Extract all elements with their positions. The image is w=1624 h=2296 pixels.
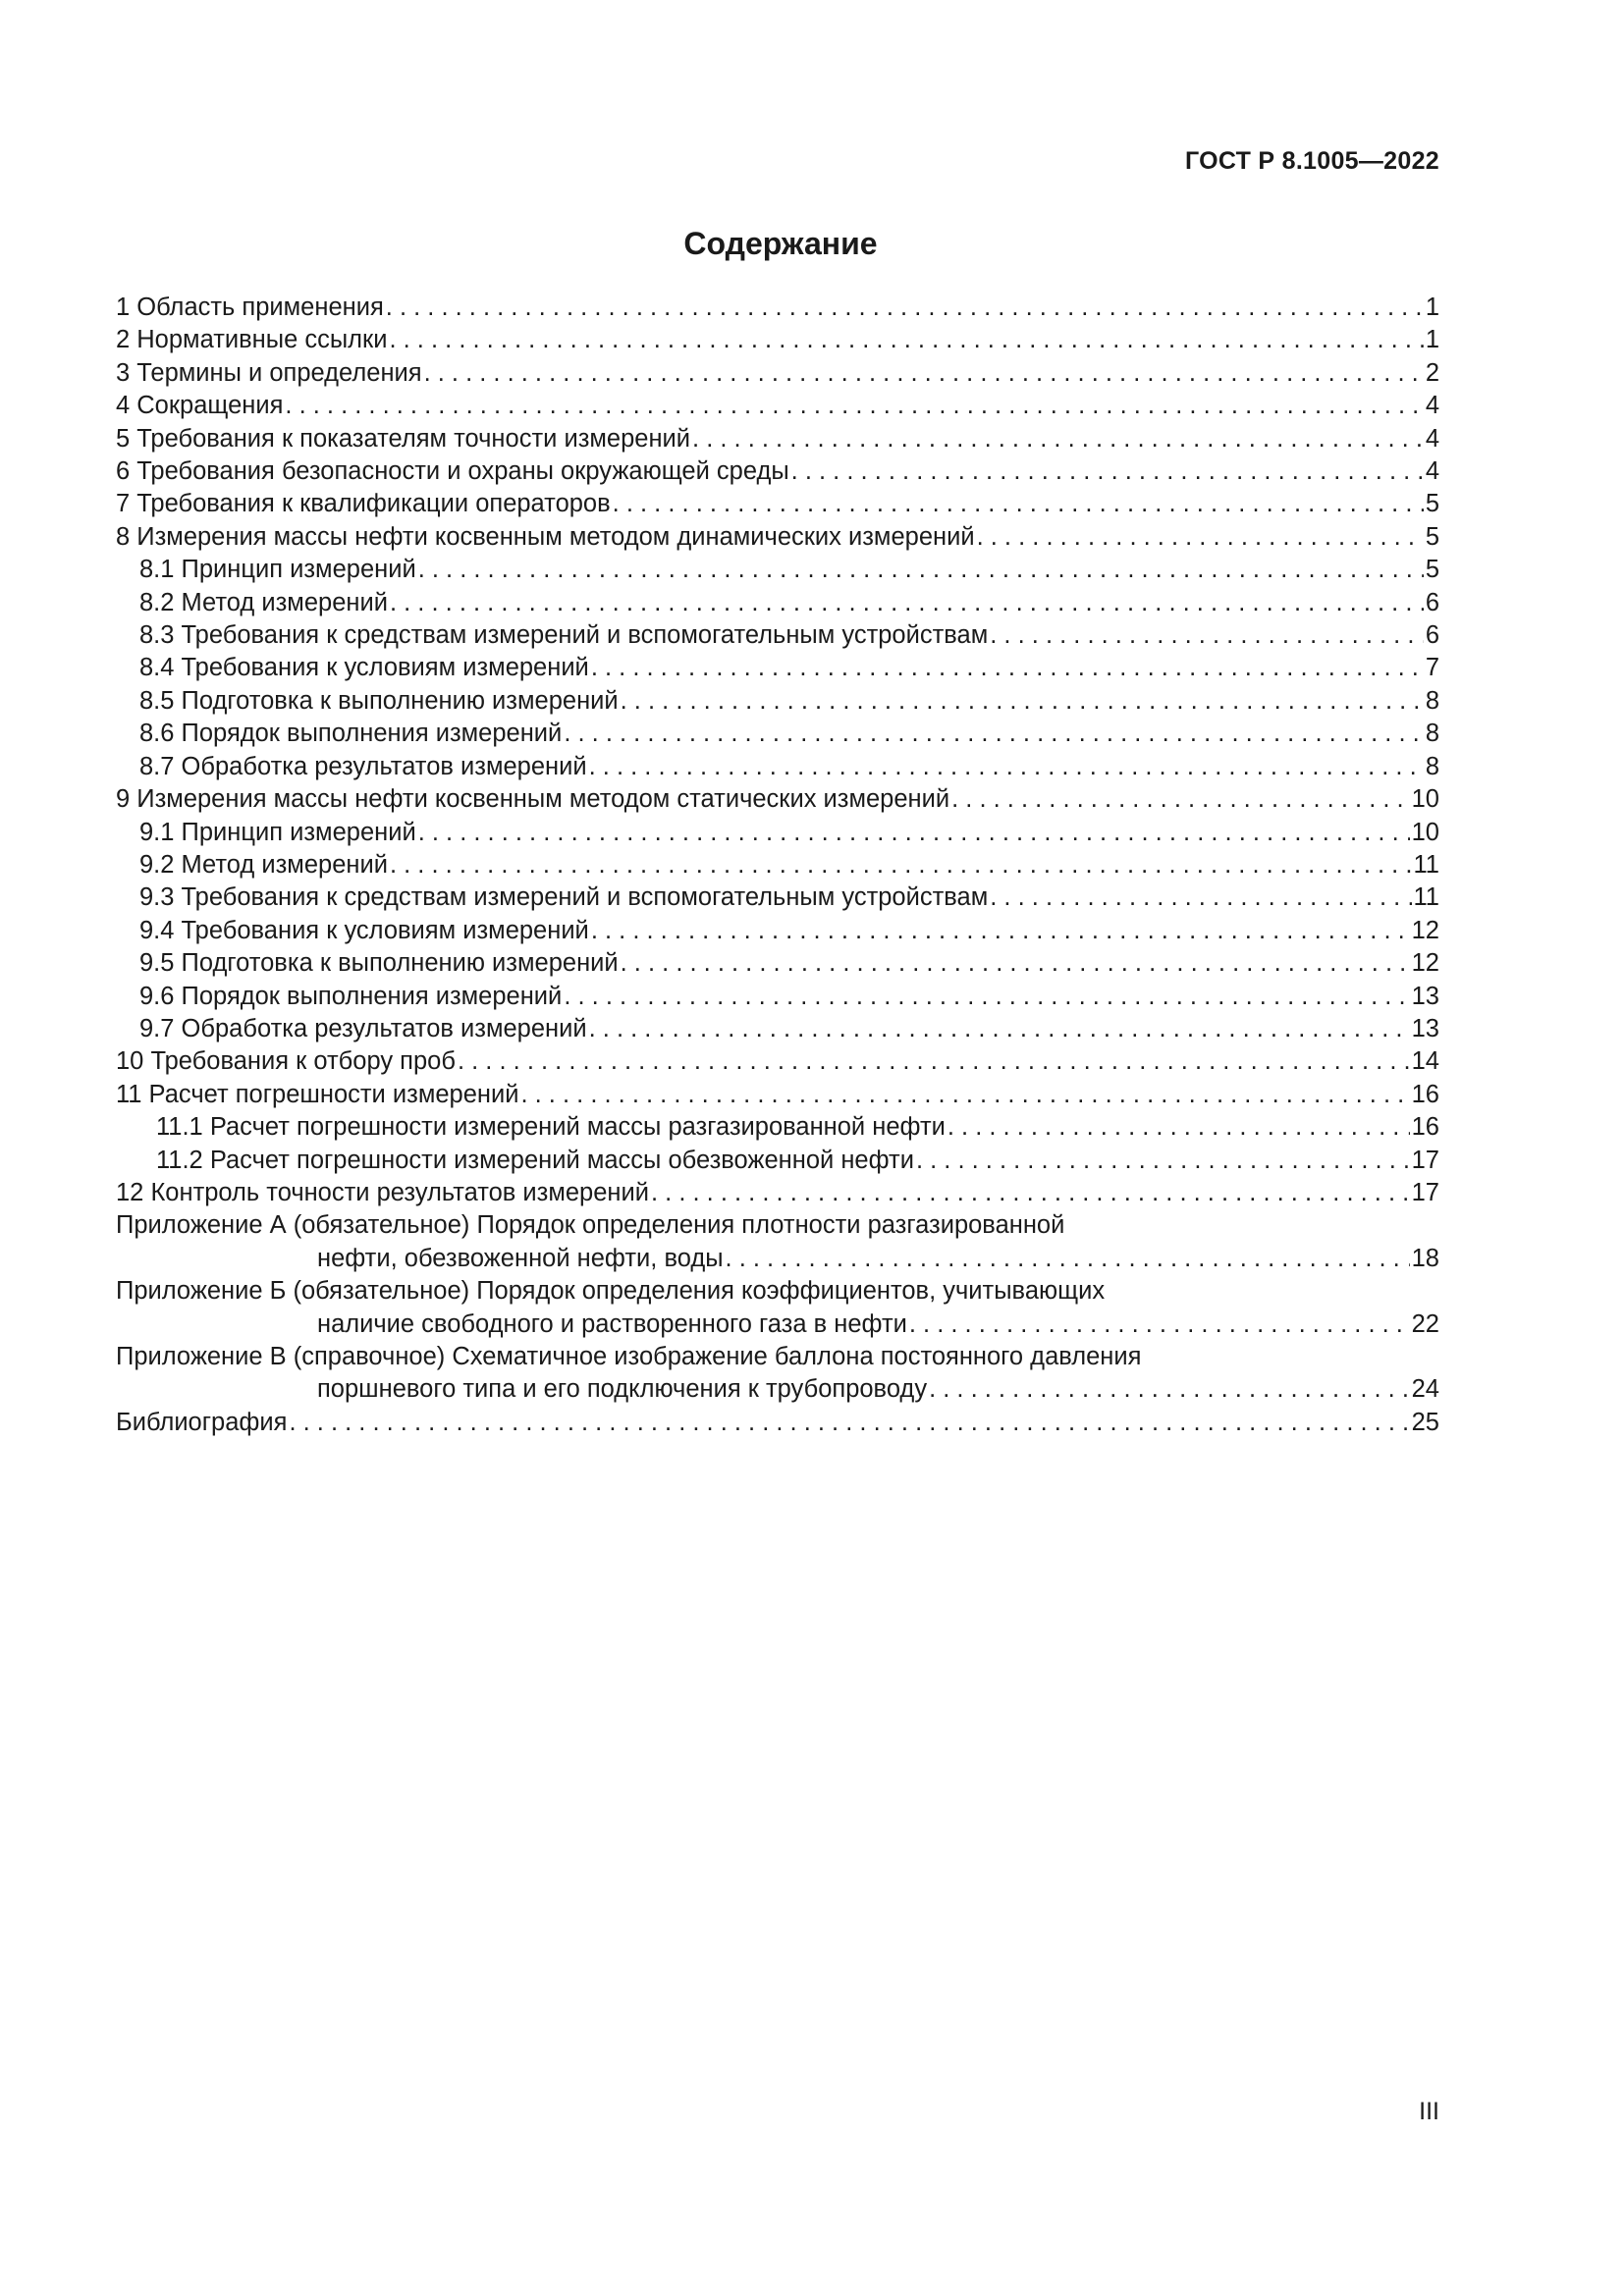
toc-page-number: 12 — [1411, 949, 1439, 978]
dot-leader — [726, 1243, 1410, 1275]
toc-line — [116, 718, 1439, 750]
toc-page-number: 11 — [1413, 850, 1439, 879]
toc-page-number: 11 — [1413, 883, 1439, 912]
toc-line — [116, 1013, 1439, 1045]
toc-page-number: 17 — [1411, 1178, 1439, 1206]
toc-entry-title: 9.2 Метод измерений — [139, 850, 388, 879]
toc-line — [116, 1045, 1439, 1078]
toc-entry[interactable] — [116, 849, 1439, 881]
toc-entry[interactable] — [116, 652, 1439, 684]
dot-leader — [589, 1013, 1410, 1045]
toc-page-number: 7 — [1425, 654, 1439, 682]
toc-entry-title: 11.2 Расчет погрешности измерений массы обезвоженной нефти — [156, 1146, 914, 1174]
toc-line — [116, 554, 1439, 586]
toc-line — [116, 1341, 1439, 1373]
toc-line-continuation — [116, 1243, 1439, 1275]
dot-leader — [916, 1145, 1410, 1177]
toc-line — [116, 619, 1439, 652]
toc-entry-title: 10 Требования к отбору проб — [116, 1047, 456, 1076]
toc-line — [116, 881, 1439, 914]
toc-entry-title: 8.4 Требования к условиям измерений — [139, 654, 589, 682]
toc-line — [116, 981, 1439, 1013]
toc-entry-title: 4 Сокращения — [116, 392, 284, 420]
toc-page-number: 8 — [1425, 720, 1439, 748]
dot-leader — [613, 488, 1424, 520]
toc-page-number: 25 — [1411, 1408, 1439, 1436]
toc-entry-title: 8.5 Подготовка к выполнению измерений — [139, 686, 619, 715]
toc-page-number: 10 — [1411, 818, 1439, 846]
toc-page-number: 6 — [1425, 621, 1439, 650]
toc-entry[interactable] — [116, 1145, 1439, 1177]
toc-line — [116, 488, 1439, 520]
toc-line — [116, 390, 1439, 422]
toc-page-number: 1 — [1425, 294, 1439, 321]
toc-entry[interactable] — [116, 1045, 1439, 1078]
toc-entry-title: 3 Термины и определения — [116, 358, 422, 387]
dot-leader — [289, 1407, 1409, 1439]
toc-entry-title: Приложение Б (обязательное) Порядок определения коэффициентов, учитывающих — [116, 1277, 1106, 1306]
toc-page-number: 5 — [1425, 522, 1439, 551]
dot-leader — [951, 783, 1410, 816]
toc-entry-title: 8.6 Порядок выполнения измерений — [139, 720, 563, 748]
toc-entry-title: 9.7 Обработка результатов измерений — [139, 1014, 587, 1042]
toc-page-number: 5 — [1425, 556, 1439, 584]
dot-leader — [929, 1373, 1410, 1406]
toc-line — [116, 1407, 1439, 1439]
toc-page-number: 13 — [1411, 1014, 1439, 1042]
toc-page-number: 5 — [1425, 490, 1439, 518]
page-number: III — [1419, 2098, 1439, 2125]
toc-line — [116, 783, 1439, 816]
document-code: ГОСТ Р 8.1005—2022 — [1184, 147, 1439, 175]
dot-leader — [591, 915, 1410, 947]
toc-entry[interactable] — [116, 881, 1439, 914]
toc-line — [116, 587, 1439, 619]
dot-leader — [621, 947, 1410, 980]
dot-leader — [424, 357, 1424, 390]
toc-line — [116, 455, 1439, 488]
toc-entry-title: Приложение А (обязательное) Порядок определения плотности разгазированной — [116, 1211, 1065, 1240]
toc-line — [116, 1079, 1439, 1111]
toc-entry[interactable] — [116, 751, 1439, 783]
toc-page-number: 12 — [1411, 916, 1439, 944]
toc-entry-title: 8.1 Принцип измерений — [139, 556, 416, 584]
dot-leader — [990, 881, 1411, 914]
toc-entry-title: 2 Нормативные ссылки — [116, 326, 388, 354]
toc-entry[interactable] — [116, 619, 1439, 652]
toc-entry[interactable] — [116, 1275, 1439, 1341]
dot-leader — [591, 652, 1424, 684]
toc-page-number: 4 — [1425, 424, 1439, 453]
toc-entry-title: 9.1 Принцип измерений — [139, 818, 416, 846]
toc-entry-title: 8 Измерения массы нефти косвенным методом динамических измерений — [116, 522, 975, 551]
toc-entry-title: 5 Требования к показателям точности измерений — [116, 424, 691, 453]
toc-entry[interactable] — [116, 1079, 1439, 1111]
toc-line — [116, 751, 1439, 783]
toc-line — [116, 423, 1439, 455]
dot-leader — [386, 292, 1424, 324]
toc-line — [116, 947, 1439, 980]
toc-entry[interactable] — [116, 1177, 1439, 1209]
toc-entry[interactable] — [116, 1111, 1439, 1144]
toc-page-number: 6 — [1425, 588, 1439, 616]
toc-line — [116, 1275, 1439, 1308]
toc-entry[interactable] — [116, 783, 1439, 816]
toc-page-number: 24 — [1411, 1375, 1439, 1404]
toc-page-number: 2 — [1425, 358, 1439, 387]
dot-leader — [390, 587, 1424, 619]
toc-line — [116, 1209, 1439, 1242]
toc-entry-title: 6 Требования безопасности и охраны окружающей среды — [116, 457, 789, 486]
toc-entry-title: 9.5 Подготовка к выполнению измерений — [139, 949, 619, 978]
toc-entry[interactable] — [116, 390, 1439, 422]
toc-entry[interactable] — [116, 488, 1439, 520]
toc-entry[interactable] — [116, 292, 1439, 324]
toc-entry-title: 8.7 Обработка результатов измерений — [139, 752, 587, 780]
toc-line — [116, 1111, 1439, 1144]
toc-entry[interactable] — [116, 423, 1439, 455]
toc-line — [116, 849, 1439, 881]
toc-page-number: 1 — [1425, 326, 1439, 354]
dot-leader — [791, 455, 1424, 488]
toc-entry-title: 9.3 Требования к средствам измерений и вспомогательным устройствам — [139, 883, 989, 912]
toc-page-number: 14 — [1411, 1047, 1439, 1076]
toc-entry[interactable] — [116, 1209, 1439, 1275]
toc-entry-title: 12 Контроль точности результатов измерений — [116, 1178, 649, 1206]
toc-entry[interactable] — [116, 324, 1439, 356]
toc-entry-title: 9.4 Требования к условиям измерений — [139, 916, 589, 944]
toc-page-number: 4 — [1425, 392, 1439, 420]
toc-page-number: 17 — [1411, 1146, 1439, 1174]
dot-leader — [285, 390, 1423, 422]
dot-leader — [947, 1111, 1410, 1144]
dot-leader — [909, 1308, 1410, 1341]
toc-line-continuation — [116, 1308, 1439, 1341]
toc-page-number: 22 — [1411, 1309, 1439, 1338]
toc-page-number: 13 — [1411, 982, 1439, 1010]
page-title: Содержание — [683, 226, 878, 261]
toc-entry[interactable] — [116, 554, 1439, 586]
toc-page-number: 18 — [1411, 1244, 1439, 1272]
toc-entry[interactable] — [116, 521, 1439, 554]
toc-page-number: 16 — [1411, 1080, 1439, 1108]
toc-entry[interactable] — [116, 1013, 1439, 1045]
toc-line — [116, 817, 1439, 849]
toc-line — [116, 915, 1439, 947]
toc-page-number: 10 — [1411, 785, 1439, 814]
toc-page-number: 4 — [1425, 457, 1439, 486]
toc-page-number: 16 — [1411, 1113, 1439, 1142]
table-of-contents — [116, 292, 1439, 1439]
toc-entry-title: 11 Расчет погрешности измерений — [116, 1080, 519, 1108]
dot-leader — [564, 981, 1409, 1013]
dot-leader — [692, 423, 1424, 455]
toc-entry-title: 1 Область применения — [116, 294, 384, 321]
toc-entry-title: нефти, обезвоженной нефти, воды — [317, 1244, 724, 1272]
toc-line — [116, 652, 1439, 684]
toc-page-number: 8 — [1425, 686, 1439, 715]
toc-entry-title: Библиография — [116, 1408, 288, 1436]
dot-leader — [651, 1177, 1410, 1209]
toc-line — [116, 1177, 1439, 1209]
toc-entry[interactable] — [116, 587, 1439, 619]
dot-leader — [389, 324, 1423, 356]
dot-leader — [390, 849, 1412, 881]
dot-leader — [458, 1045, 1410, 1078]
dot-leader — [977, 521, 1424, 554]
toc-line — [116, 357, 1439, 390]
toc-entry[interactable] — [116, 947, 1439, 980]
dot-leader — [520, 1079, 1409, 1111]
toc-entry[interactable] — [116, 357, 1439, 390]
toc-entry[interactable] — [116, 1341, 1439, 1407]
toc-entry-title: 11.1 Расчет погрешности измерений массы разгазированной нефти — [156, 1113, 946, 1142]
dot-leader — [589, 751, 1424, 783]
toc-entry-title: Приложение В (справочное) Схематичное изображение баллона постоянного давления — [116, 1343, 1142, 1370]
dot-leader — [621, 685, 1424, 718]
toc-entry-title: 9 Измерения массы нефти косвенным методом статических измерений — [116, 785, 950, 814]
toc-line — [116, 324, 1439, 356]
toc-entry[interactable] — [116, 718, 1439, 750]
toc-entry[interactable] — [116, 817, 1439, 849]
toc-entry-title: 7 Требования к квалификации операторов — [116, 490, 611, 518]
toc-line — [116, 521, 1439, 554]
toc-line-continuation — [116, 1373, 1439, 1406]
toc-entry[interactable] — [116, 685, 1439, 718]
dot-leader — [564, 718, 1424, 750]
toc-line — [116, 292, 1439, 324]
dot-leader — [990, 619, 1424, 652]
toc-line — [116, 685, 1439, 718]
dot-leader — [418, 817, 1410, 849]
toc-entry[interactable] — [116, 981, 1439, 1013]
toc-entry-title: наличие свободного и растворенного газа в нефти — [317, 1309, 907, 1338]
dot-leader — [418, 554, 1424, 586]
toc-entry-title: 8.2 Метод измерений — [139, 588, 388, 616]
toc-page-number: 8 — [1425, 752, 1439, 780]
toc-entry-title: 8.3 Требования к средствам измерений и вспомогательным устройствам — [139, 621, 989, 650]
toc-line — [116, 1145, 1439, 1177]
toc-entry[interactable] — [116, 1407, 1439, 1439]
toc-entry[interactable] — [116, 915, 1439, 947]
toc-entry-title: поршневого типа и его подключения к трубопроводу — [317, 1375, 928, 1404]
toc-entry[interactable] — [116, 455, 1439, 488]
toc-entry-title: 9.6 Порядок выполнения измерений — [139, 982, 563, 1010]
